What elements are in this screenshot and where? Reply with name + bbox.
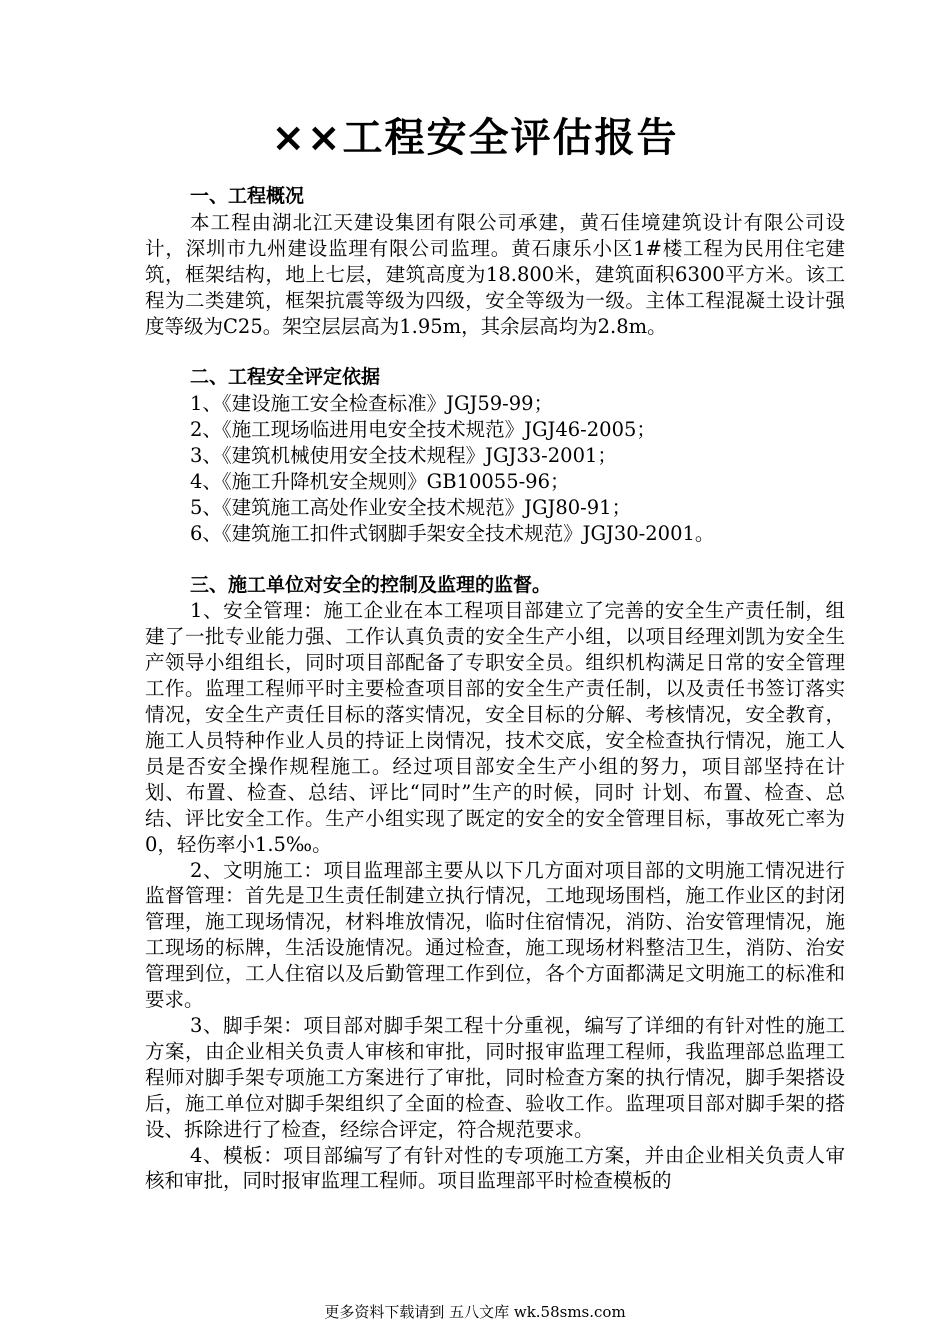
- civilized-construction-paragraph: 2、文明施工：项目监理部主要从以下几方面对项目部的文明施工情况进行监督管理：首先是卫生责任制建立执行情况，工地现场围档，施工作业区的封闭管理，施工现场情况，材料堆放情况，临时住宿情况，消防、治安管理情况，施工现场的标牌，生活设施情况。通过检查，施工现场材料整洁卫生，消防、治安管理到位，工人住宿以及后勤管理工作到位，各个方面都满足文明施工的标准和要求。: [145, 858, 845, 1012]
- standard-item: 4、《施工升降机安全规则》GB10055-96；: [190, 469, 570, 493]
- formwork-paragraph: 4、模板：项目部编写了有针对性的专项施工方案，并由企业相关负责人审核和审批，同时报审监理工程师。项目监理部平时检查模板的: [145, 1143, 845, 1193]
- section-heading-control: 三、施工单位对安全的控制及监理的监督。: [190, 573, 552, 596]
- spacer: [145, 547, 845, 573]
- overview-paragraph: 本工程由湖北江天建设集团有限公司承建，黄石佳境建筑设计有限公司设计，深圳市九州建设监理有限公司监理。黄石康乐小区1#楼工程为民用住宅建筑，框架结构，地上七层，建筑高度为18.800米，建筑面积6300平方米。该工程为二类建筑，框架抗震等级为四级，安全等级为一级。主体工程混凝土设计强度等级为C25。架空层层高为1.95m，其余层高均为2.8m。: [145, 210, 845, 338]
- document-body: [145, 184, 845, 1194]
- document-title: ××工程安全评估报告: [271, 115, 679, 161]
- page-footer: 更多资料下载请到 五八文库 wk.58sms.com: [324, 1303, 626, 1321]
- standard-item: 2、《施工现场临进用电安全技术规范》JGJ46-2005；: [190, 418, 656, 442]
- standard-item: 3、《建筑机械使用安全技术规程》JGJ33-2001；: [190, 444, 617, 468]
- standard-item: 5、《建筑施工高处作业安全技术规范》JGJ80-91；: [190, 495, 632, 519]
- standard-item: 1、《建设施工安全检查标准》JGJ59-99；: [190, 392, 554, 416]
- standard-item: 6、《建筑施工扣件式钢脚手架安全技术规范》JGJ30-2001。: [190, 521, 715, 545]
- standards-list: [145, 391, 845, 546]
- section-heading-basis: 二、工程安全评定依据: [190, 366, 381, 389]
- scaffolding-paragraph: 3、脚手架：项目部对脚手架工程十分重视，编写了详细的有针对性的施工方案，由企业相关负责人审核和审批，同时报审监理工程师，我监理部总监理工程师对脚手架专项施工方案进行了审批，同时检查方案的执行情况，脚手架搭设后，施工单位对脚手架组织了全面的检查、验收工作。监理项目部对脚手架的搭设、拆除进行了检查，经综合评定，符合规范要求。: [145, 1013, 845, 1141]
- spacer: [145, 339, 845, 365]
- section-heading-overview: 一、工程概况: [190, 185, 305, 207]
- safety-management-paragraph: 1、安全管理：施工企业在本工程项目部建立了完善的安全生产责任制，组建了一批专业能力强、工作认真负责的安全生产小组，以项目经理刘凯为安全生产领导小组组长，同时项目部配备了专职安全员。组织机构满足日常的安全管理工作。监理工程师平时主要检查项目部的安全生产责任制，以及责任书签订落实情况，安全生产责任目标的落实情况，安全目标的分解、考核情况，安全教育，施工人员特种作业人员的持证上岗情况，技术交底，安全检查执行情况，施工人员是否安全操作规程施工。经过项目部安全生产小组的努力，项目部坚持在计划、布置、检查、总结、评比“同时”生产的时候，同时 计划、布置、检查、总结、评比安全工作。生产小组实现了既定的安全的安全管理目标，事故死亡率为0，轻伤率小1.5‰。: [145, 599, 845, 856]
